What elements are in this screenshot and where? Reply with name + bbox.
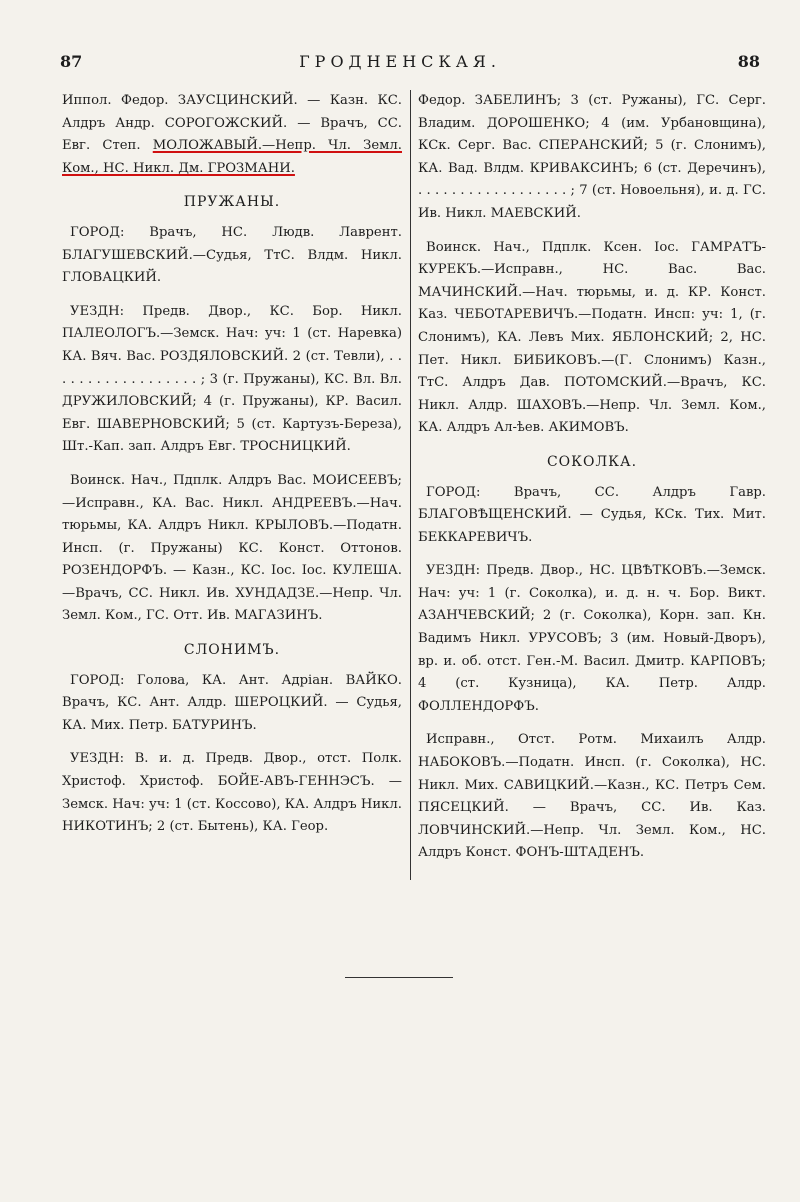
left-paragraph-2: ГОРОД: Врачъ, НС. Людв. Лаврент. БЛАГУШЕВСКИЙ.—Судья, ТтС. Влдм. Никл. ГЛОВАЦКИЙ. [62,224,402,286]
left-paragraph-1-text: Иппол. Федор. ЗАУСЦИНСКИЙ. — Казн. КС. Алдръ Андр. СОРОГОЖСКИЙ. — Врачъ, СС. Евг. Степ. [62,93,402,154]
left-column [62,90,402,850]
left-paragraph-3: УЕЗДН: Предв. Двор., КС. Бор. Никл. ПАЛЕОЛОГЪ.—Земск. Нач: уч: 1 (ст. Наревка) КА. Вяч. Вас. РОЗДЯЛОВСКИЙ. 2 (ст. Тевли), . . . . . . . . . . . . . . . . . . ; 3 (г. Пружаны), КС. Вл. Вл. ДРУЖИЛОВСКИЙ; 4 (г. Пружаны), КР. Васил. Евг. ШАВЕРНОВСКИЙ; 5 (ст. Картузъ-Береза), Шт.-Кап. зап. Алдръ Евг. ТРОСНИЦКИЙ. [62,303,402,455]
end-rule [345,977,453,978]
right-paragraph-5: Исправн., Отст. Ротм. Михаилъ Алдр. НАБОКОВЪ.—Податн. Инсп. (г. Соколка), НС. Никл. Мих. САВИЦКИЙ.—Казн., КС. Петръ Сем. ПЯСЕЦКИЙ. — Врачъ, СС. Ив. Каз. ЛОВЧИНСКИЙ.—Непр. Чл. Земл. Ком., НС. Алдръ Конст. ФОНЪ-ШТАДЕНЪ. [418,732,766,861]
left-paragraph-5: ГОРОД: Голова, КА. Ант. Адріан. ВАЙКО. Врачъ, КС. Ант. Алдр. ШЕРОЦКИЙ. — Судья, КА. Мих. Петр. БАТУРИНЪ. [62,672,402,733]
left-paragraph-6: УЕЗДН: В. и. д. Предв. Двор., отст. Полк. Христоф. Христоф. БОЙЕ-АВЪ-ГЕННЭСЪ. — Земск. Нач: уч: 1 (ст. Коссово), КА. Алдръ Никл. НИКОТИНЪ; 2 (ст. Бытень), КА. Геор. [62,751,402,835]
column-divider [410,90,411,880]
left-paragraph-1 [62,90,402,180]
right-column [418,90,766,876]
right-paragraph-4: УЕЗДН: Предв. Двор., НС. ЦВѢТКОВЪ.—Земск. Нач: уч: 1 (г. Соколка), и. д. н. ч. Бор. Викт. АЗАНЧЕВСКИЙ; 2 (г. Соколка), Корн. зап. Кн. Вадимъ Никл. УРУСОВЪ; 3 (им. Новый-Дворъ), вр. и. об. отст. Ген.-М. Васил. Дмитр. КАРПОВЪ; 4 (ст. Кузница), КА. Петр. Алдр. ФОЛЛЕНДОРФЪ. [418,563,766,714]
highlighted-entry: МОЛОЖАВЫЙ.—Непр. Чл. Земл. Ком., НС. Никл. Дм. ГРОЗМАНИ. [62,138,402,176]
right-paragraph-1: Федор. ЗАБЕЛИНЪ; 3 (ст. Ружаны), ГС. Серг. Владим. ДОРОШЕНКО; 4 (им. Урбановщина), КСк. Серг. Вас. СПЕРАНСКИЙ; 5 (г. Слонимъ), КА. Вад. Влдм. КРИВАКСИНЪ; 6 (ст. Деречинъ), . . . . . . . . . . . . . . . . . . ; 7 (ст. Новоельня), и. д. ГС. Ив. Никл. МАЕВСКИЙ. [418,93,766,221]
page-number-left: 87 [60,52,83,71]
section-title-slonim: СЛОНИМЪ. [183,642,281,659]
right-paragraph-2: Воинск. Нач., Пдплк. Ксен. Іос. ГАМРАТЪ-КУРЕКЪ.—Исправн., НС. Вас. Вас. МАЧИНСКИЙ.—Нач. тюрьмы, и. д. КР. Конст. Каз. ЧЕБОТАРЕВИЧЪ.—Податн. Инсп: уч: 1, (г. Слонимъ), КА. Левъ Мих. ЯБЛОНСКИЙ; 2, НС. Пет. Никл. БИБИКОВЪ.—(Г. Слонимъ) Казн., ТтС. Алдръ Дав. ПОТОМСКИЙ.—Врачъ, КС. Никл. Алдр. ШАХОВЪ.—Непр. Чл. Земл. Ком., КА. Алдръ Ал-ѣев. АКИМОВЪ. [418,239,766,436]
running-head: ГРОДНЕНСКАЯ. [299,52,501,71]
right-paragraph-3: ГОРОД: Врачъ, СС. Алдръ Гавр. БЛАГОВѢЩЕНСКИЙ. — Судья, КСк. Тих. Мит. БЕККАРЕВИЧЪ. [418,484,766,545]
page-number-right: 88 [737,52,760,71]
section-title-sokolka: СОКОЛКА. [546,453,638,470]
left-paragraph-4: Воинск. Нач., Пдплк. Алдръ Вас. МОИСЕЕВЪ;—Исправн., КА. Вас. Никл. АНДРЕЕВЪ.—Нач. тюрьмы, КА. Алдръ Никл. КРЫЛОВЪ.—Податн. Инсп. (г. Пружаны) КС. Конст. Оттонов. РОЗЕНДОРФЪ. — Казн., КС. Іос. Іос. КУЛЕША.—Врачъ, СС. Никл. Ив. ХУНДАДЗЕ.—Непр. Чл. Земл. Ком., ГС. Отт. Ив. МАГАЗИНЪ. [62,472,402,624]
section-title-pruzhany: ПРУЖАНЫ. [183,194,281,211]
